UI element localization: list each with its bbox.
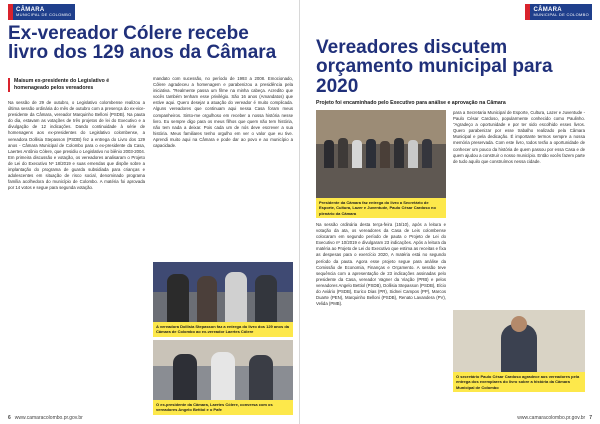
subhead-left: Maisum ex-presidente do Legislativo é homenageado pelos vereadores — [8, 78, 118, 92]
page-number: 7 — [589, 415, 592, 421]
masthead-title: CÂMARA — [533, 6, 562, 13]
photo-caption-4: O secretário Paulo César Cardoso agradece aos vereadores pela entrega dos exemplares do livro sobre a história da Câmara Municipal de Colombo — [453, 372, 585, 392]
masthead-right — [525, 4, 592, 20]
headline-left: Ex-vereador Cólere recebe livro dos 129 anos da Câmara — [8, 23, 277, 64]
photo-caption-3: Presidente da Câmara faz entrega do livro a Secretário de Esporte, Cultura, Lazer e Juventude, Paulo César Cardoso no plenário da Câmara — [316, 198, 446, 218]
article-column-4: para a Secretaria Municipal de Esporte, Cultura, Lazer e Juventude - Paulo César Cardoso, popularmente conhecido como Paulinho. "Agradeço a oportunidade e por ter sido escolhido esses livros. Quero parabenizar por esse trabalho realizado pela Câmara Municipal e pela dedicação. É importante termos sempre a nossa memória preservada. Com este livro, todos terão a oportunidade de conhecer um pouco da história de quem passou por essa Casa e de quem ajudou a construir o nosso município. Então vocês fazem parte de tudo aquilo que construímos nessa cidade. — [453, 110, 585, 164]
photo-book-handover — [153, 262, 293, 322]
masthead-subtitle: MUNICIPAL DE COLOMBO — [533, 12, 589, 18]
masthead-logo — [13, 4, 75, 20]
photo-plenary — [316, 110, 446, 198]
photo-secretary — [453, 310, 585, 372]
footer-left — [8, 415, 83, 421]
masthead-title: CÂMARA — [16, 6, 45, 13]
right-page — [300, 0, 600, 424]
photo-conversation — [153, 340, 293, 402]
masthead-logo — [530, 4, 592, 20]
footer-right — [517, 415, 592, 421]
photo-caption-1: A vereadora Dollisia Stepasson faz a entrega do livro dos 129 anos da Câmara de Colombo ao ex-vereador Laertes Cólere — [153, 322, 293, 337]
masthead-subtitle: MUNICIPAL DE COLOMBO — [16, 12, 72, 18]
photo-caption-2: O ex-presidente da Câmara, Laertes Cólere, conversa com os vereadores Angelo Bettiol e o Pafe — [153, 400, 293, 415]
article-column-3: Na sessão ordinária desta terça-feira (15/10), após a leitura e votação da ata, os vereadores da Casa de Leis colombense colocaram em segundo período de pauta o Projeto de Lei do Executivo nº 10/2019 e divulgaram 23 indicações. Após a leitura da matéria ao Projeto de Lei do Executivo que estima as receitas e fixa as despesas para o exercício 2020, A matéria está no segundo período da pauta. Agora esse projeto segue para análise da Comissão de Economia, Finanças e Orçamento. A sessão teve sequência com a apresentação de 23 indicações assinadas pelo presidente da Casa, vereador Vagner da Viação (PRB) e pelos vereadores Angelo Bettiol (PSDB), Dollisia Stepasson (PSDB), Elcio do Aviário (PSDB), Eurico Dias (PR), Sidnei Campos (PP), Marcos Duarte (PEN), Marquinho Belloni (PSDB), Renato Lavandera (PV), Velida (PMB). — [316, 222, 446, 307]
article-column-1: Na sessão de 29 de outubro, o Legislativo colombense realizou a última sessão ordinária do mês de outubro com a presença do ex-vice-presidente da Câmara, vereador Marquinho Belloni (PSDB). Na pauta do dia, estavam as votações de três projetos de lei do Executivo e a divulgação de 12 indicações. Dando continuidade à série de homenagens aos ex-presidentes do Legislativo colombense, a vereadora Dollisia Stepasson (PSDB) fez a entrega do Livro dos 129 anos - Câmara Municipal de Colombo para o ex-presidente da Casa, Laertes Antônio Cólere, que presidiu o Legislativo no biênio 2003-2004. Em primeira discussão e votação, os vereadores analisaram o Projeto de Lei do Executivo Nº 18/2019 e suas emendas que dispõe sobre a implantação do programa de guarda subsidiada para crianças e adolescentes em situação de risco social, denominado programa família acolhedora do município de Colombo. A matéria foi aprovada por 14 votos e segue para segunda votação. — [8, 100, 145, 191]
masthead-left — [8, 4, 75, 20]
headline-right: Vereadores discutem orçamento municipal para 2020 — [316, 37, 553, 97]
subhead-right: Projeto foi encaminhado pelo Executivo para análise e aprovação na Câmara — [316, 100, 506, 106]
footer-url[interactable]: www.camaracolombo.pr.gov.br — [14, 415, 83, 421]
footer-url[interactable]: www.camaracolombo.pr.gov.br — [517, 415, 586, 421]
page-number: 6 — [8, 415, 11, 421]
article-column-2: mandato com sucessão, no período de 1993 a 2008. Emocionado, Cólere agradeceu a homenagem e parabenizou a presidência pela iniciativa. "Realmente passa um filme na minha cabeça. Acredito que vocês também tenham esse privilégio. São 16 anos (Amandatos) que estive aqui. Quero desejar a atuação do vereador é muito complicada. Alguns vereadores que continuam aqui nessa Casa foram meus companheiros. Sinto-me orgulhoso em receber a nossa história nesse livro. Eu sempre digo para os meus filhos que quem não tem história, não tem nada a deixar. Pois cada um de nós deve escrever a sua história. Meus familiares tenho orgulho em ver o valor que eu tive. Aprendi muito aqui na Câmara e pode dar ao povo e ao município a capacidade. — [153, 76, 293, 149]
